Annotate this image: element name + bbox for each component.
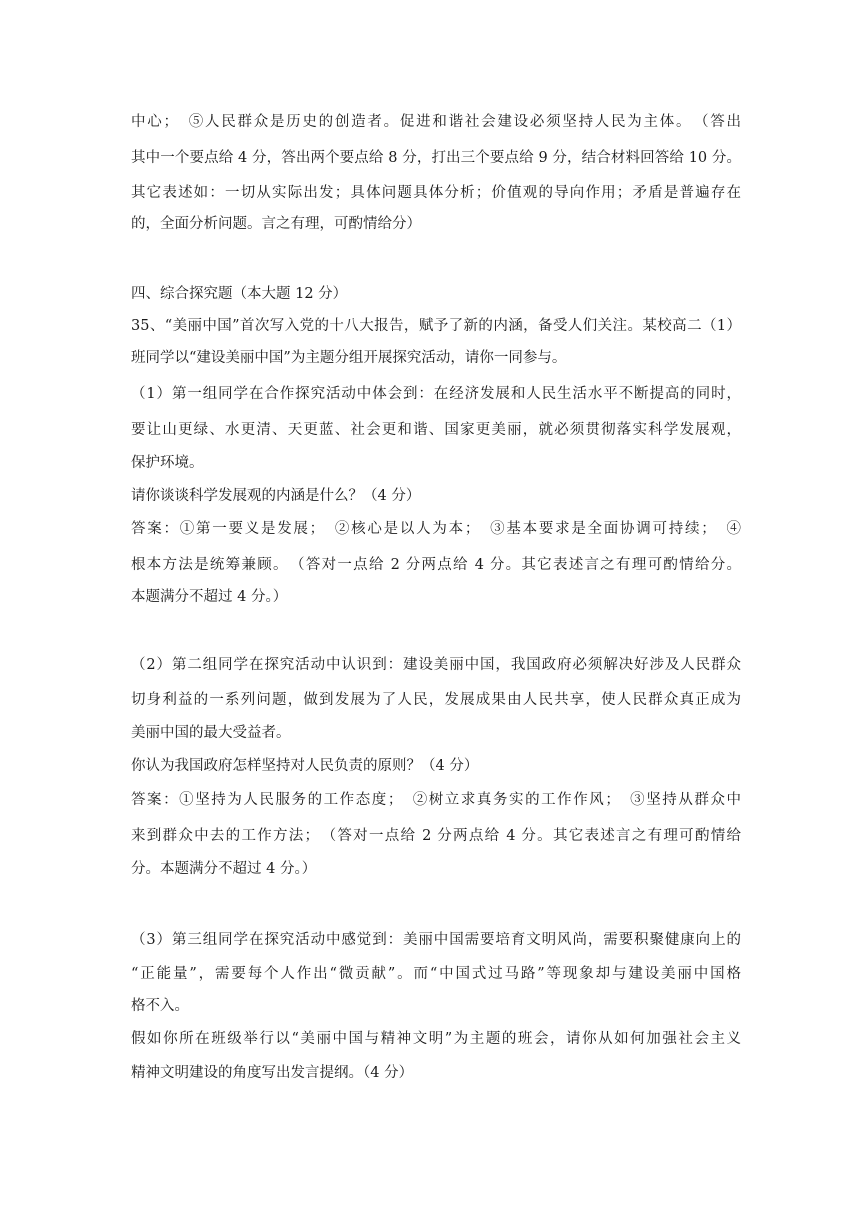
part1-material-line: 保护环境。 (131, 455, 204, 471)
part3-question-line: 假如你所在班级举行以“美丽中国与精神文明”为主题的班会，请你从如何加强社会主义 (131, 1031, 741, 1047)
part3-question-line: 精神文明建设的角度写出发言提纲。（4 分） (131, 1065, 414, 1081)
answer-text-line: 的，全面分析问题。言之有理，可酌情给分） (131, 216, 421, 232)
part2-material-line: （2）第二组同学在探究活动中认识到：建设美丽中国，我国政府必须解决好涉及人民群众 (131, 657, 741, 673)
answer-text-line: 中心； ⑤人民群众是历史的创造者。促进和谐社会建设必须坚持人民为主体。 （答出 (131, 114, 741, 130)
part2-answer-line: 来到群众中去的工作方法； （答对一点给 2 分两点给 4 分。其它表述言之有理可酌情给 (131, 828, 741, 844)
part1-answer-line: 根本方法是统筹兼顾。 （答对一点给 2 分两点给 4 分。其它表述言之有理可酌情给分。 (131, 557, 741, 573)
part3-material-line: “正能量”，需要每个人作出“微贡献”。而“中国式过马路”等现象却与建设美丽中国格 (131, 966, 741, 982)
part2-question: 你认为我国政府怎样坚持对人民负责的原则？（4 分） (131, 758, 479, 774)
part2-material-line: 美丽中国的最大受益者。 (131, 725, 291, 741)
part3-material-line: （3）第三组同学在探究活动中感觉到：美丽中国需要培育文明风尚，需要积聚健康向上的 (131, 932, 741, 948)
question-stem-line: 班同学以“建设美丽中国”为主题分组开展探究活动，请你一同参与。 (131, 350, 567, 366)
part1-material-line: （1）第一组同学在合作探究活动中体会到：在经济发展和人民生活水平不断提高的同时， (131, 386, 741, 402)
answer-text-line: 其中一个要点给 4 分，答出两个要点给 8 分，打出三个要点给 9 分，结合材料回答给 10 分。 (131, 150, 741, 166)
part1-question: 请你谈谈科学发展观的内涵是什么？（4 分） (131, 488, 421, 504)
part1-material-line: 要让山更绿、水更清、天更蓝、社会更和谐、国家更美丽，就必须贯彻落实科学发展观， (131, 422, 741, 438)
part2-answer-line: 分。本题满分不超过 4 分。） (131, 861, 317, 877)
part2-material-line: 切身利益的一系列问题，做到发展为了人民，发展成果由人民共享，使人民群众真正成为 (131, 692, 741, 708)
part1-answer-line: 本题满分不超过 4 分。） (131, 589, 288, 605)
part2-answer-line: 答案：①坚持为人民服务的工作态度； ②树立求真务实的工作作风； ③坚持从群众中 (131, 792, 741, 808)
part3-material-line: 格不入。 (131, 998, 189, 1014)
question-stem-line: 35、“美丽中国”首次写入党的十八大报告，赋予了新的内涵，备受人们关注。某校高二（1） (131, 318, 741, 334)
section-heading: 四、综合探究题（本大题 12 分） (131, 286, 348, 302)
part1-answer-line: 答案：①第一要义是发展； ②核心是以人为本； ③基本要求是全面协调可持续； ④ (131, 521, 741, 537)
answer-text-line: 其它表述如：一切从实际出发；具体问题具体分析；价值观的导向作用；矛盾是普遍存在 (131, 185, 741, 201)
